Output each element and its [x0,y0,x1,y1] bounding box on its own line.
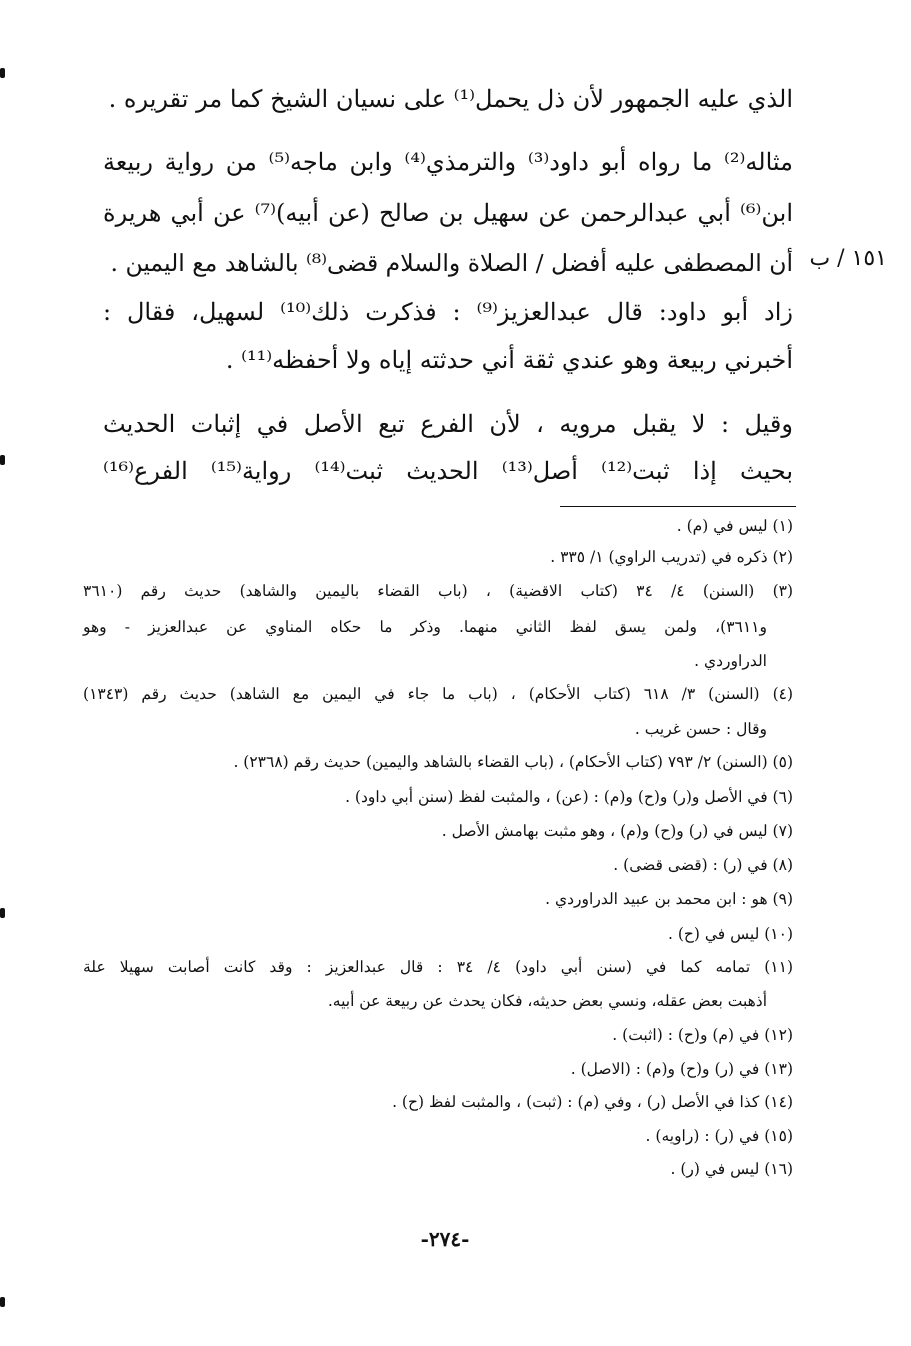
footnote-continuation: الدراوردي . [694,652,767,670]
footnote-continuation: أذهبت بعض عقله، ونسي بعض حديثه، فكان يحدث عن ربيعة عن أبيه. [327,992,767,1010]
footnote: (٢) ذكره في (تدريب الراوي) ١/ ٣٣٥ . [550,548,793,566]
scan-edge-mark [0,455,5,465]
page-number: -٢٧٤- [420,1227,470,1251]
footnote: (٥) (السنن) ٢/ ٧٩٣ (كتاب الأحكام) ، (باب القضاء بالشاهد واليمين) حديث رقم (٢٣٦٨) . [233,753,793,771]
footnote: (٨) في (ر) : (قضى قضى) . [613,856,793,874]
footnote: (١١) تمامه كما في (سنن أبي داود) ٤/ ٣٤ : قال عبدالعزيز : وقد كانت أصابت سهيلا علة [83,958,794,976]
scan-edge-mark [0,68,5,78]
footnote: (١٣) في (ر) و(ح) و(م) : (الاصل) . [570,1060,793,1078]
footnote: (٩) هو : ابن محمد بن عبيد الدراوردي . [545,890,793,908]
body-line: ابن⁽⁶⁾ أبي عبدالرحمن عن سهيل بن صالح (عن أبيه)⁽⁷⁾ عن أبي هريرة [103,199,793,227]
footnote: (٣) (السنن) ٤/ ٣٤ (كتاب الاقضية) ، (باب القضاء باليمين والشاهد) حديث رقم (٣٦١٠ [83,582,794,600]
body-line: مثاله⁽²⁾ ما رواه أبو داود⁽³⁾ والترمذي⁽⁴⁾ وابن ماجه⁽⁵⁾ من رواية ربيعة [103,148,793,176]
footnote: (١) ليس في (م) . [676,517,793,535]
footnote: (٦) في الأصل و(ر) و(ح) و(م) : (عن) ، والمثبت لفظ (سنن أبي داود) . [345,788,793,806]
footnote: (١٦) ليس في (ر) . [670,1160,793,1178]
footnote-continuation: و٣٦١١)، ولمن يسق لفظ الثاني منهما. وذكر ما حكاه المناوي عن عبدالعزيز - وهو [83,618,767,636]
body-line: بحيث إذا ثبت⁽¹²⁾ أصل⁽¹³⁾ الحديث ثبت⁽¹⁴⁾ رواية⁽¹⁵⁾ الفرع⁽¹⁶⁾ [103,457,794,485]
body-line: أخبرني ربيعة وهو عندي ثقة أني حدثته إياه ولا أحفظه⁽¹¹⁾ . [225,346,793,374]
footnote: (٤) (السنن) ٣/ ٦١٨ (كتاب الأحكام) ، (باب ما جاء في اليمين مع الشاهد) حديث رقم (١٣٤٣) [83,685,794,703]
body-line: أن المصطفى عليه أفضل / الصلاة والسلام قضى⁽⁸⁾ بالشاهد مع اليمين . [110,249,793,277]
body-line: الذي عليه الجمهور لأن ذل يحمل⁽¹⁾ على نسيان الشيخ كما مر تقريره . [108,85,793,113]
footnote-separator [560,506,796,507]
footnote: (٧) ليس في (ر) و(ح) و(م) ، وهو مثبت بهامش الأصل . [441,822,793,840]
body-line: زاد أبو داود: قال عبدالعزيز⁽⁹⁾ : فذكرت ذلك⁽¹⁰⁾ لسهيل، فقال : [103,298,793,326]
footnote: (١٢) في (م) و(ح) : (اثبت) . [612,1026,793,1044]
footnote: (١٠) ليس في (ح) . [668,925,793,943]
footnote: (١٤) كذا في الأصل (ر) ، وفي (م) : (ثبت) ، والمثبت لفظ (ح) . [392,1093,793,1111]
footnote-continuation: وقال : حسن غريب . [634,720,767,738]
scan-edge-mark [0,908,5,918]
scan-edge-mark [0,1297,5,1307]
folio-margin-marker: ١٥١ / ب [809,246,887,271]
footnote: (١٥) في (ر) : (راويه) . [645,1127,793,1145]
body-line: وقيل : لا يقبل مرويه ، لأن الفرع تبع الأصل في إثبات الحديث [103,410,793,438]
